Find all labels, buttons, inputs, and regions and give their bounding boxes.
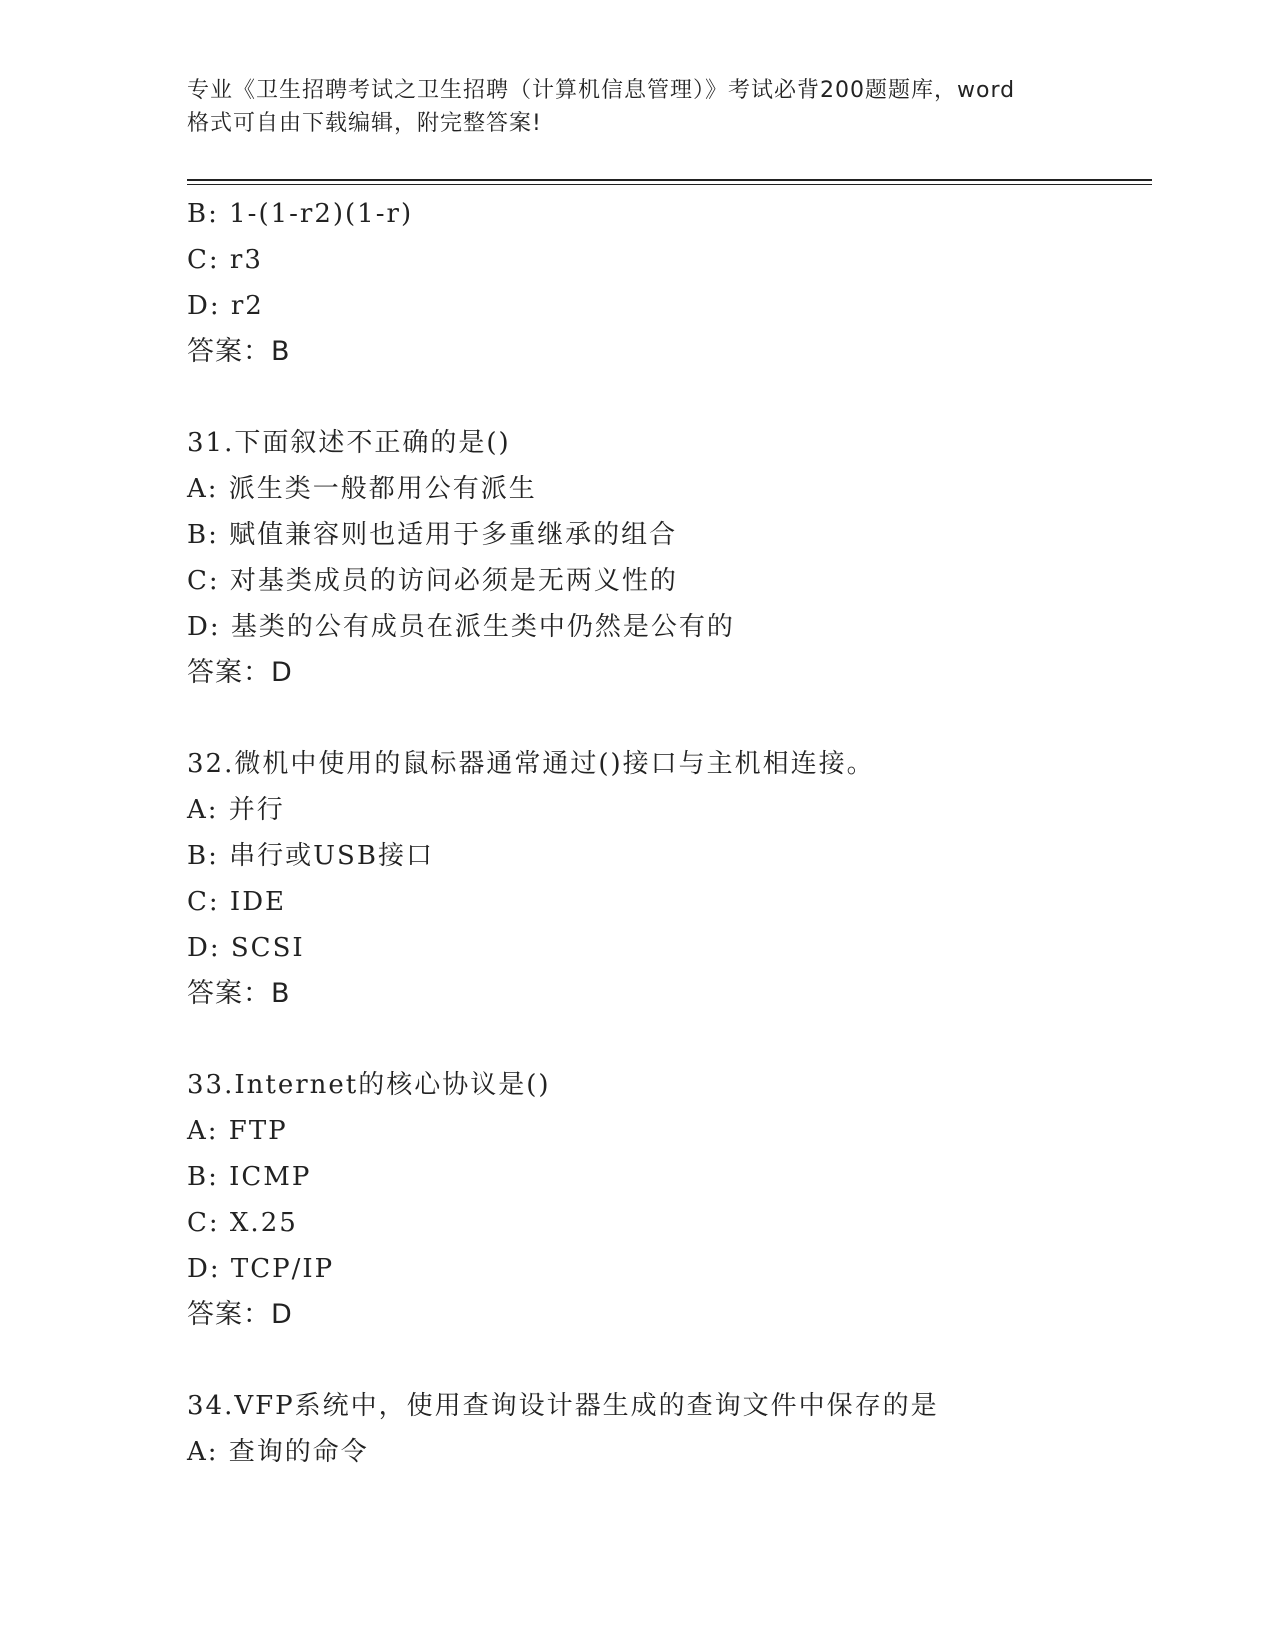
header-rule-thin bbox=[187, 184, 1152, 185]
option-line: B: 赋值兼容则也适用于多重继承的组合 bbox=[187, 520, 678, 550]
header-line-2: 格式可自由下载编辑，附完整答案! bbox=[187, 111, 542, 136]
spacer bbox=[187, 696, 1147, 741]
option-line: D: 基类的公有成员在派生类中仍然是公有的 bbox=[187, 612, 735, 642]
answer-line: 答案：B bbox=[187, 336, 291, 367]
question-34 bbox=[187, 1383, 1147, 1475]
answer-line: 答案：D bbox=[187, 1299, 293, 1330]
option-line: C: IDE bbox=[187, 887, 287, 917]
option-line: B: 串行或USB接口 bbox=[187, 841, 434, 871]
spacer bbox=[187, 375, 1147, 420]
option-line: C: r3 bbox=[187, 245, 263, 275]
question-32 bbox=[187, 741, 1147, 1017]
option-line: D: SCSI bbox=[187, 933, 305, 963]
option-line: D: TCP/IP bbox=[187, 1254, 335, 1284]
header-line-1: 专业《卫生招聘考试之卫生招聘（计算机信息管理）》考试必背200题题库，word bbox=[187, 78, 1016, 103]
question-stem: 34.VFP系统中，使用查询设计器生成的查询文件中保存的是 bbox=[187, 1391, 939, 1421]
option-line: D: r2 bbox=[187, 291, 264, 321]
question-33 bbox=[187, 1062, 1147, 1338]
document-content bbox=[187, 191, 1147, 1475]
question-stem: 31.下面叙述不正确的是() bbox=[187, 428, 511, 458]
answer-line: 答案：D bbox=[187, 657, 293, 688]
option-line: A: 查询的命令 bbox=[187, 1437, 369, 1467]
answer-line: 答案：B bbox=[187, 978, 291, 1009]
option-line: A: 并行 bbox=[187, 795, 285, 825]
option-line: B: 1-(1-r2)(1-r) bbox=[187, 199, 414, 229]
document-header bbox=[187, 74, 1087, 140]
spacer bbox=[187, 1017, 1147, 1062]
option-line: B: ICMP bbox=[187, 1162, 312, 1192]
question-stem: 33.Internet的核心协议是() bbox=[187, 1070, 551, 1100]
question-30-fragment bbox=[187, 191, 1147, 375]
spacer bbox=[187, 1338, 1147, 1383]
question-31 bbox=[187, 420, 1147, 696]
option-line: C: 对基类成员的访问必须是无两义性的 bbox=[187, 566, 678, 596]
option-line: A: 派生类一般都用公有派生 bbox=[187, 474, 537, 504]
option-line: A: FTP bbox=[187, 1116, 288, 1146]
question-stem: 32.微机中使用的鼠标器通常通过()接口与主机相连接。 bbox=[187, 749, 875, 779]
option-line: C: X.25 bbox=[187, 1208, 298, 1238]
header-rule-thick bbox=[187, 179, 1152, 181]
